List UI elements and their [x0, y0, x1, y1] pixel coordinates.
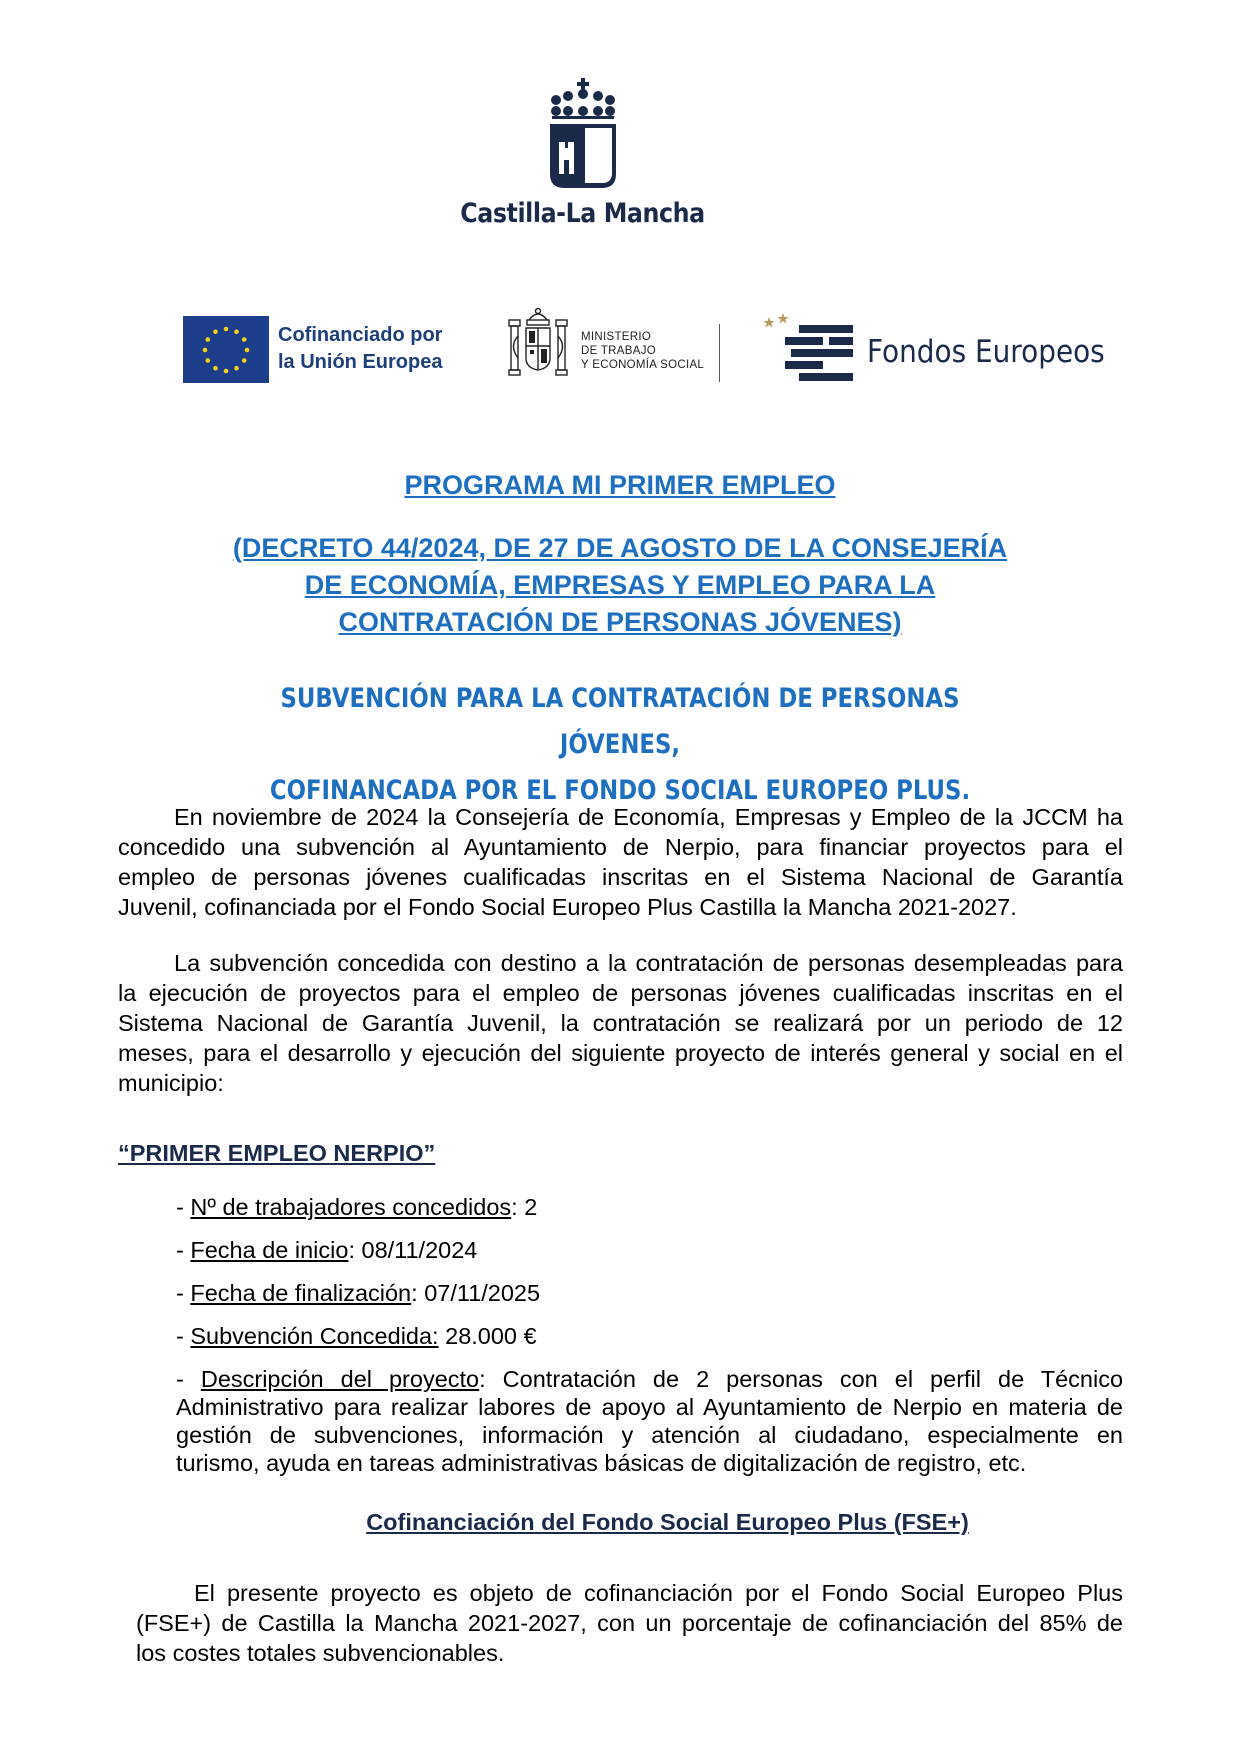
decreto-line: DE ECONOMÍA, EMPRESAS Y EMPLEO PARA LA: [304, 570, 936, 600]
eu-cofinancing-label: [278, 322, 442, 376]
subvencion-line: COFINANCADA POR EL FONDO SOCIAL EUROPEO PLUS.: [269, 775, 971, 806]
detail-label: Fecha de inicio: [190, 1237, 349, 1263]
ministry-line: Y ECONOMÍA SOCIAL: [581, 359, 705, 371]
detail-value: : Contratación de 2 personas con el perfil de Técnico: [479, 1366, 1124, 1392]
decreto-line: CONTRATACIÓN DE PERSONAS JÓVENES): [338, 607, 902, 637]
detail-value: 28.000 €: [438, 1323, 537, 1349]
program-title: PROGRAMA MI PRIMER EMPLEO: [404, 470, 836, 500]
decreto-line: (DECRETO 44/2024, DE 27 DE AGOSTO DE LA CONSEJERÍA: [232, 533, 1008, 563]
region-name: Castilla-La Mancha: [460, 198, 705, 229]
castilla-la-mancha-emblem: [548, 78, 618, 190]
fse-title: Cofinanciación del Fondo Social Europeo Plus (FSE+): [366, 1509, 969, 1535]
detail-label: Nº de trabajadores concedidos: [190, 1194, 512, 1220]
ministry-line: DE TRABAJO: [581, 345, 656, 357]
description-line: gestión de subvenciones, información y atención al ciudadano, especialmente en: [176, 1422, 1123, 1448]
detail-value: : 07/11/2025: [411, 1280, 541, 1306]
paragraph-line: municipio:: [118, 1070, 224, 1096]
paragraph-line: En noviembre de 2024 la Consejería de Economía, Empresas y Empleo de la JCCM ha: [174, 804, 1123, 830]
detail-value: : 08/11/2024: [348, 1237, 478, 1263]
subvencion-line: SUBVENCIÓN PARA LA CONTRATACIÓN DE PERSONAS JÓVENES,: [280, 683, 960, 760]
eu-label-line: la Unión Europea: [278, 351, 443, 373]
eu-label-line: Cofinanciado por: [278, 324, 443, 346]
ministry-name: [581, 330, 704, 372]
detail-start-date: - Fecha de inicio: 08/11/2024: [176, 1237, 478, 1263]
detail-amount: - Subvención Concedida: 28.000 €: [176, 1323, 537, 1349]
detail-label: Subvención Concedida:: [190, 1323, 439, 1349]
paragraph-line: empleo de personas jóvenes cualificadas inscritas en el Sistema Nacional de Garantía: [118, 864, 1123, 890]
cofinancing-paragraph: [136, 1578, 1123, 1668]
decreto-title: [160, 530, 1080, 641]
ministry-line: MINISTERIO: [581, 331, 652, 343]
detail-value: : 2: [511, 1194, 538, 1220]
paragraph-line: meses, para el desarrollo y ejecución del siguiente proyecto de interés general y social en el: [118, 1040, 1123, 1066]
detail-label: Descripción del proyecto: [200, 1366, 480, 1392]
detail-workers: - Nº de trabajadores concedidos: 2: [176, 1194, 538, 1220]
paragraph-line: Sistema Nacional de Garantía Juvenil, la contratación se realizará por un periodo de 12: [118, 1010, 1123, 1036]
paragraph-line: Juvenil, cofinanciada por el Fondo Social Europeo Plus Castilla la Mancha 2021-2027.: [118, 894, 1017, 920]
paragraph-line: la ejecución de proyectos para el empleo de personas jóvenes cualificadas inscritas en el: [118, 980, 1123, 1006]
eu-flag-icon: [183, 316, 269, 383]
detail-label: Fecha de finalización: [190, 1280, 412, 1306]
subvencion-title: [160, 676, 1080, 814]
description-line: Administrativo para realizar labores de apoyo al Ayuntamiento de Nerpio en materia de: [176, 1394, 1123, 1420]
contract-paragraph: [118, 948, 1123, 1098]
logo-divider: [719, 324, 720, 382]
spain-coat-of-arms-icon: [507, 306, 569, 384]
paragraph-line: los costes totales subvencionables.: [136, 1640, 505, 1666]
fondos-europeos-label: Fondos Europeos: [867, 334, 1105, 370]
project-title: “PRIMER EMPLEO NERPIO”: [118, 1140, 436, 1166]
paragraph-line: La subvención concedida con destino a la contratación de personas desempleadas para: [174, 950, 1123, 976]
description-line: - Descripción del proyecto: Contratación de 2 personas con el perfil de Técnico: [176, 1366, 1124, 1392]
paragraph-line: (FSE+) de Castilla la Mancha 2021-2027, con un porcentaje de cofinanciación del 85% de: [136, 1610, 1123, 1636]
fondos-europeos-icon: [763, 313, 855, 385]
paragraph-line: concedido una subvención al Ayuntamiento de Nerpio, para financiar proyectos para el: [118, 834, 1123, 860]
intro-paragraph: [118, 802, 1123, 922]
paragraph-line: El presente proyecto es objeto de cofinanciación por el Fondo Social Europeo Plus: [194, 1580, 1123, 1606]
description-line: turismo, ayuda en tareas administrativas básicas de digitalización de registro, etc.: [176, 1450, 1027, 1476]
detail-description: [176, 1365, 1123, 1477]
detail-end-date: - Fecha de finalización: 07/11/2025: [176, 1280, 541, 1306]
